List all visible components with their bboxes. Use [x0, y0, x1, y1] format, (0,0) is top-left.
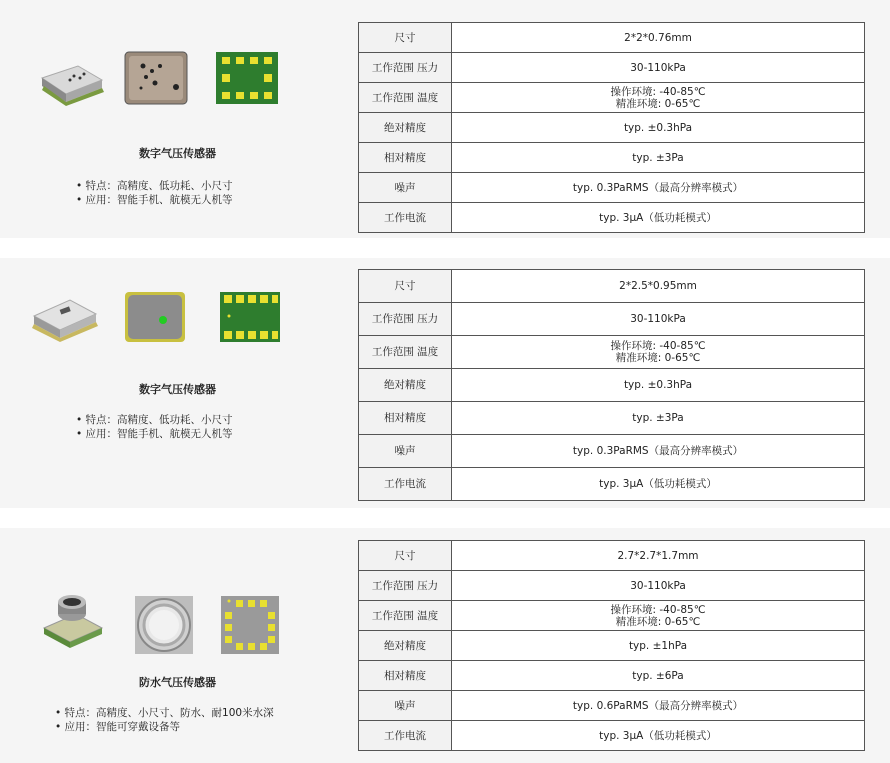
table-row [359, 402, 865, 435]
spec-value: typ. ±6Pa [452, 661, 865, 691]
product-3-chip-pads-image [221, 596, 279, 654]
table-row [359, 601, 865, 631]
product-3-application: • 应用：智能可穿戴设备等 [55, 720, 274, 734]
table-row [359, 143, 865, 173]
spec-key: 相对精度 [359, 143, 452, 173]
product-2-spec-table [358, 269, 865, 501]
spec-key: 尺寸 [359, 541, 452, 571]
product-3-spec-table [358, 540, 865, 751]
spec-key: 工作范围 温度 [359, 601, 452, 631]
spec-value-line: 操作环境: -40-85℃ [610, 340, 706, 352]
table-row [359, 173, 865, 203]
product-1-images [0, 40, 355, 150]
spec-key: 噪声 [359, 173, 452, 203]
spec-value: typ. 0.3PaRMS（最高分辨率模式） [452, 435, 865, 468]
spec-key: 工作范围 压力 [359, 571, 452, 601]
spec-key: 绝对精度 [359, 113, 452, 143]
product-1-feature: • 特点：高精度、低功耗、小尺寸 [76, 179, 233, 193]
table-row [359, 468, 865, 501]
table-row [359, 369, 865, 402]
spec-value-line: 精准环境: 0-65℃ [615, 615, 701, 628]
product-2-panel [0, 258, 355, 508]
spec-key: 绝对精度 [359, 369, 452, 402]
spec-key: 噪声 [359, 435, 452, 468]
spec-key: 工作电流 [359, 468, 452, 501]
product-1-chip-angled-image [42, 66, 104, 106]
product-3-bullets [55, 706, 274, 734]
table-row [359, 435, 865, 468]
product-2-images [0, 280, 355, 390]
table-row [359, 721, 865, 751]
spec-value: 2.7*2.7*1.7mm [452, 541, 865, 571]
product-2-chip-pads-image [220, 292, 280, 342]
spec-value: 30-110kPa [452, 53, 865, 83]
product-1-spec-table [358, 22, 865, 233]
spec-key: 工作范围 温度 [359, 336, 452, 369]
table-row [359, 83, 865, 113]
product-3-feature: • 特点：高精度、小尺寸、防水、耐100米水深 [55, 706, 274, 720]
spec-key: 工作范围 压力 [359, 53, 452, 83]
spec-key: 工作范围 温度 [359, 83, 452, 113]
spec-value [452, 336, 865, 369]
spec-value: typ. ±1hPa [452, 631, 865, 661]
product-2-bullets [76, 413, 233, 441]
product-2-chip-top-image [125, 292, 185, 342]
spec-key: 相对精度 [359, 661, 452, 691]
table-row [359, 113, 865, 143]
spec-value: typ. 0.6PaRMS（最高分辨率模式） [452, 691, 865, 721]
spec-value-line: 操作环境: -40-85℃ [610, 603, 706, 616]
table-row [359, 270, 865, 303]
spec-value: 30-110kPa [452, 571, 865, 601]
table-row [359, 23, 865, 53]
spec-key: 工作电流 [359, 721, 452, 751]
spec-key: 绝对精度 [359, 631, 452, 661]
product-1-panel [0, 0, 355, 238]
spec-value-line: 精准环境: 0-65℃ [615, 97, 701, 110]
table-row [359, 303, 865, 336]
spec-value-line: 操作环境: -40-85℃ [610, 85, 706, 98]
product-1-chip-pads-image [216, 52, 278, 104]
product-2-application: • 应用：智能手机、航模无人机等 [76, 427, 233, 441]
table-row [359, 203, 865, 233]
spec-key: 工作范围 压力 [359, 303, 452, 336]
product-1-bullets [76, 179, 233, 207]
spec-value: typ. 3μA（低功耗模式） [452, 203, 865, 233]
spec-value: typ. 0.3PaRMS（最高分辨率模式） [452, 173, 865, 203]
product-1-chip-top-image [125, 52, 187, 104]
spec-value [452, 83, 865, 113]
product-2-title: 数字气压传感器 [139, 383, 216, 396]
table-row [359, 691, 865, 721]
spec-value: typ. 3μA（低功耗模式） [452, 721, 865, 751]
spec-value: typ. ±3Pa [452, 143, 865, 173]
spec-key: 相对精度 [359, 402, 452, 435]
product-1-application: • 应用：智能手机、航模无人机等 [76, 193, 233, 207]
product-2-chip-angled-image [32, 300, 98, 342]
spec-value [452, 601, 865, 631]
table-row [359, 661, 865, 691]
product-3-title: 防水气压传感器 [139, 676, 216, 689]
spec-value: typ. 3μA（低功耗模式） [452, 468, 865, 501]
spec-value: 2*2.5*0.95mm [452, 270, 865, 303]
spec-key: 尺寸 [359, 23, 452, 53]
table-row [359, 541, 865, 571]
spec-value: 2*2*0.76mm [452, 23, 865, 53]
product-3-chip-angled-image [44, 595, 102, 648]
product-1-title: 数字气压传感器 [139, 147, 216, 160]
spec-value: typ. ±0.3hPa [452, 113, 865, 143]
table-row [359, 631, 865, 661]
spec-value: typ. ±3Pa [452, 402, 865, 435]
spec-value: 30-110kPa [452, 303, 865, 336]
spec-key: 噪声 [359, 691, 452, 721]
product-2-feature: • 特点：高精度、低功耗、小尺寸 [76, 413, 233, 427]
table-row [359, 336, 865, 369]
spec-key: 尺寸 [359, 270, 452, 303]
spec-value-line: 精准环境: 0-65℃ [615, 352, 701, 364]
spec-value: typ. ±0.3hPa [452, 369, 865, 402]
product-3-chip-top-image [135, 596, 193, 654]
table-row [359, 53, 865, 83]
product-3-panel [0, 528, 355, 763]
spec-key: 工作电流 [359, 203, 452, 233]
table-row [359, 571, 865, 601]
